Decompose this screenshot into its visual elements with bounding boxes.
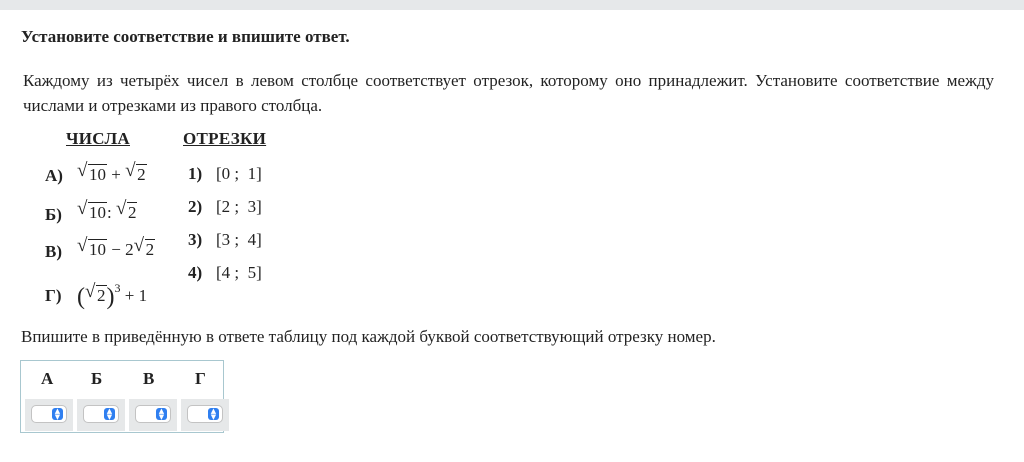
task-description: Каждому из четырёх чисел в левом столбце соответствует отрезок, которому оно принадлежит. Установите соответствие между числами и отрезками из правого столбца. [23,71,994,115]
segment-number-1: 1) [188,164,203,183]
top-bar [0,0,1024,10]
segment-value-1: [0 ; 1] [216,164,262,183]
number-label-a: А) [45,166,63,185]
sqrt-symbol: √ 2 [133,235,155,259]
sqrt-symbol: √ 2 [85,281,106,305]
answer-header-g: Г [195,369,206,388]
updown-chevron-icon: ▲ ▼ [52,408,63,420]
answer-select-g[interactable] [187,405,223,423]
task-title: Установите соответствие и впишите ответ. [21,27,350,46]
answer-select-a[interactable] [31,405,67,423]
answer-table [20,360,224,433]
answer-header-v: В [143,369,155,388]
answer-header-a: А [41,369,54,388]
segment-number-2: 2) [188,197,203,216]
answer-select-b[interactable] [83,405,119,423]
number-expression-b: √ 10: √ 2 [77,198,137,222]
number-expression-a: √ 10 + √ 2 [77,160,146,184]
segment-number-4: 4) [188,263,203,282]
sqrt-symbol: √ 10 [77,198,106,222]
segment-value-4: [4 ; 5] [216,263,262,282]
segment-value-3: [3 ; 4] [216,230,262,249]
number-label-g: Г) [45,286,62,305]
updown-chevron-icon: ▲ ▼ [104,408,115,420]
sqrt-symbol: √ 10 [77,160,106,184]
segments-column-header: ОТРЕЗКИ [183,129,267,148]
sqrt-symbol: √ 2 [125,160,146,184]
answer-header-b: Б [91,369,103,388]
number-label-v: В) [45,242,62,261]
sqrt-symbol: √ 10 [77,235,106,259]
answer-select-v[interactable] [135,405,171,423]
updown-chevron-icon: ▲ ▼ [208,408,219,420]
updown-chevron-icon: ▲ ▼ [156,408,167,420]
number-expression-v: √ 10 − 2 √ 2 [77,235,155,259]
number-label-b: Б) [45,205,62,224]
segment-value-2: [2 ; 3] [216,197,262,216]
answer-instruction: Впишите в приведённую в ответе таблицу под каждой буквой соответствующий отрезку номер. [21,327,716,346]
sqrt-symbol: √ 2 [115,198,137,222]
number-expression-g: ( √ 2)$^3$ + 1 [77,281,148,310]
segment-number-3: 3) [188,230,203,249]
numbers-column-header: ЧИСЛА [66,129,130,148]
